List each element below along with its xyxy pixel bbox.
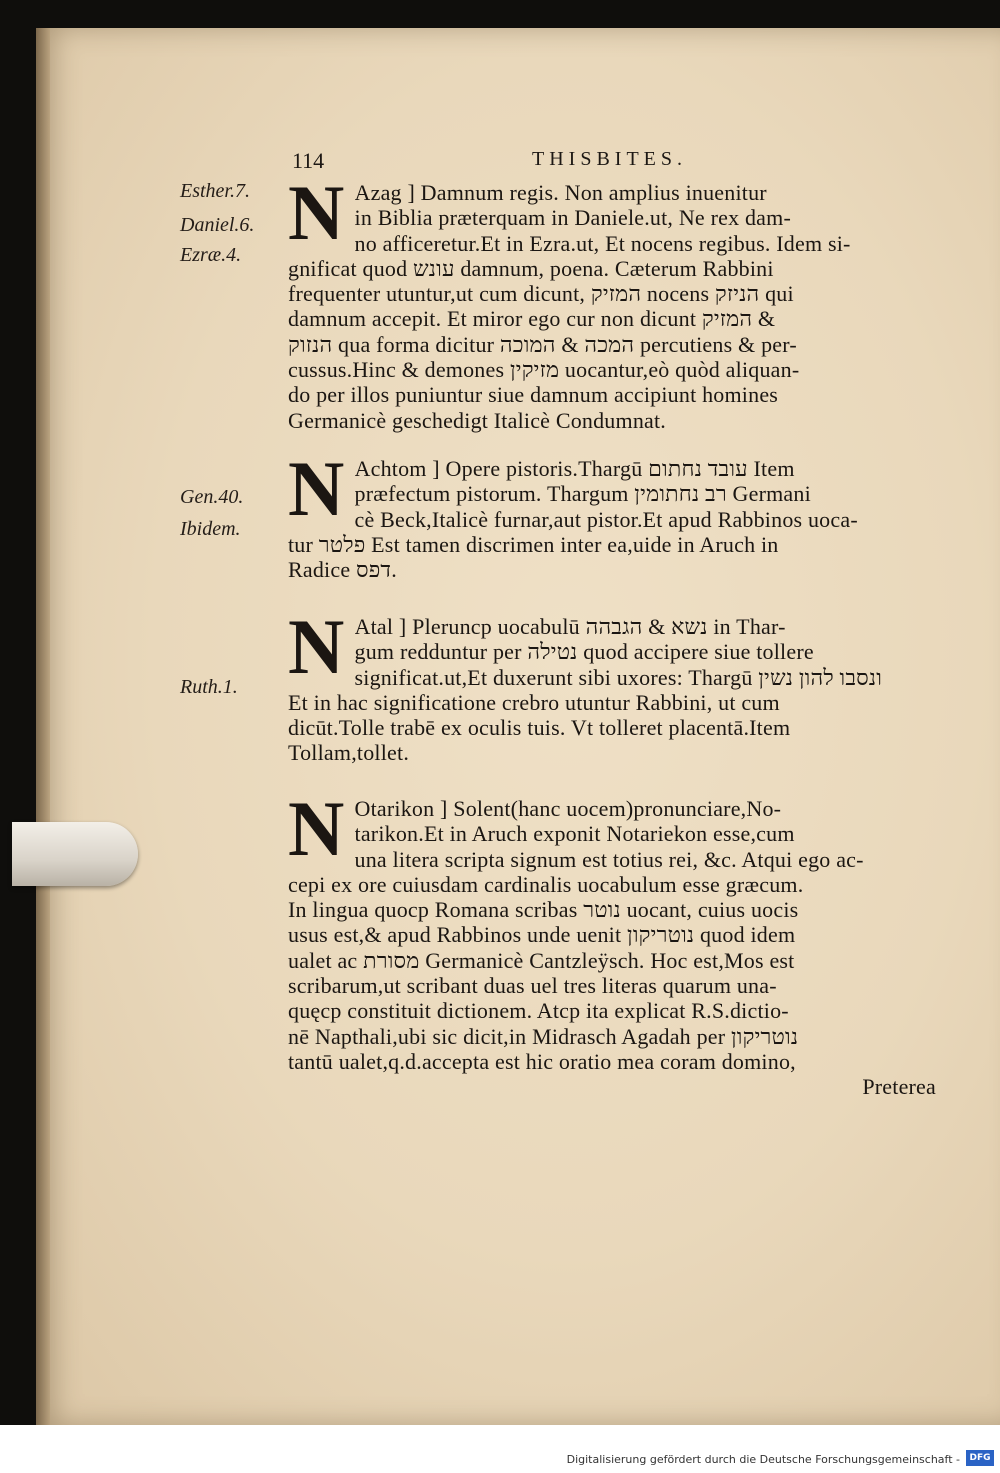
text-line: Germanicè geschedigt Italicè Condumnat. [288, 407, 666, 433]
text-line: no afficeretur.Et in Ezra.ut, Et nocens regibus. Idem si- [354, 230, 851, 256]
page-gutter-shadow [36, 28, 50, 1425]
entry-natal [288, 603, 936, 766]
text-line: damnum accepit. Et miror ego cur non dicunt המזיק & [288, 306, 776, 332]
text-line: quęcp constituit dictionem. Atcp ita explicat R.S.dictio- [288, 998, 789, 1024]
margin-note: Ruth.1. [180, 676, 238, 698]
drop-capital: N [288, 169, 345, 256]
text-line: Radice דפס. [288, 557, 397, 583]
running-title: THISBITES. [532, 148, 687, 170]
footer-bar [0, 1425, 1000, 1473]
text-line: una litera scripta signum est totius rei, &c. Atqui ego ac- [354, 846, 864, 872]
dfg-logo-icon: DFG [966, 1450, 994, 1466]
drop-capital: N [288, 445, 345, 532]
text-line: cussus.Hinc & demones מזיקין uocantur,eò quòd aliquan- [288, 357, 800, 383]
text-line: ualet ac מסורת Germanicè Cantzleÿsch. Hoc est,Mos est [288, 947, 795, 973]
drop-capital: N [288, 603, 345, 690]
margin-note: Esther.7. [180, 180, 250, 202]
text-line: frequenter utuntur,ut cum dicunt, המזיק nocens הניזק qui [288, 281, 794, 307]
text-line: tur פלטר Est tamen discrimen inter ea,uide in Aruch in [288, 531, 779, 557]
entry-notarikon [288, 785, 936, 1100]
text-line: in Biblia præterquam in Daniele.ut, Ne rex dam- [354, 205, 791, 231]
page-holder-clip [12, 822, 138, 886]
text-line: nē Napthali,ubi sic dicit,in Midrasch Agadah per נוטריקון [288, 1023, 799, 1049]
entry-nazag [288, 169, 936, 433]
text-line: In lingua quocp Romana scribas נוטר uocant, cuius uocis [288, 897, 799, 923]
text-line: gum redduntur per נטילה quod accipere siue tollere [354, 639, 814, 665]
text-line: significat.ut,Et duxerunt sibi uxores: Thargū ונסבו להון נשין [354, 664, 883, 690]
text-line: Tollam,tollet. [288, 740, 410, 766]
text-line: dicūt.Tolle trabē ex oculis tuis. Vt tolleret placentā.Item [288, 715, 791, 741]
text-line: usus est,& apud Rabbinos unde uenit נוטריקון quod idem [288, 922, 796, 948]
footer-credit: Digitalisierung gefördert durch die Deutsche Forschungsgemeinschaft - [566, 1453, 960, 1466]
entry-nachtom [288, 445, 936, 583]
margin-note: Ezræ.4. [180, 244, 242, 266]
text-line: Atal ] Pleruncp uocabulū נשא & הגבהה in Thar- [354, 614, 786, 639]
text-line: cepi ex ore cuiusdam cardinalis uocabulum esse græcum. [288, 871, 804, 897]
drop-capital: N [288, 785, 345, 872]
text-line: gnificat quod עונש damnum, poena. Cæterum Rabbini [288, 255, 774, 281]
text-line: scribarum,ut scribant duas uel tres literas quarum una- [288, 973, 777, 999]
margin-note: Daniel.6. [180, 214, 255, 236]
text-line: הנזוק qua forma dicitur המכה & המוכה percutiens & per- [288, 331, 797, 357]
text-line: Otarikon ] Solent(hanc uocem)pronunciare,No- [354, 796, 782, 821]
text-line: Et in hac significatione crebro utuntur Rabbini, ut cum [288, 689, 780, 715]
catchword: Preterea [862, 1074, 936, 1100]
text-line: tarikon.Et in Aruch exponit Notariekon esse,cum [354, 821, 795, 847]
text-line: tantū ualet,q.d.accepta est hic oratio mea coram domino, [288, 1048, 796, 1074]
margin-note: Ibidem. [180, 518, 241, 540]
text-line: Achtom ] Opere pistoris.Thargū עובד נחתום Item [354, 456, 795, 481]
text-line: do per illos puniuntur siue damnum accipiunt homines [288, 382, 779, 408]
text-line: cè Beck,Italicè furnar,aut pistor.Et apud Rabbinos uoca- [354, 506, 858, 532]
text-line: præfectum pistorum. Thargum רב נחתומין Germani [354, 481, 811, 507]
page-number: 114 [292, 148, 325, 173]
text-line: Azag ] Damnum regis. Non amplius inuenitur [354, 180, 767, 205]
margin-note: Gen.40. [180, 486, 244, 508]
